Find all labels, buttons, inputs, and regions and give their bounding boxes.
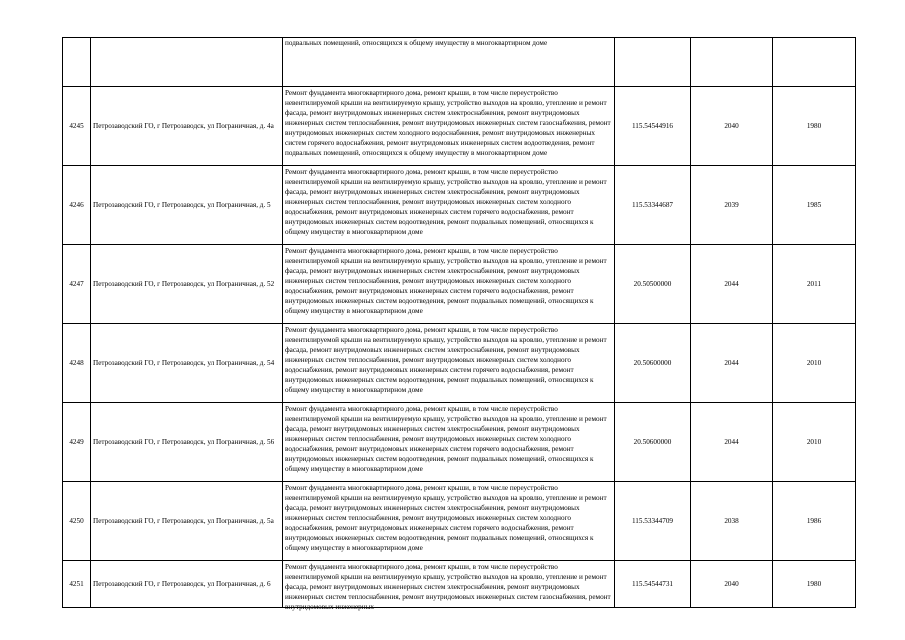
row-number: 4249: [63, 403, 91, 482]
row-works: Ремонт фундамента многоквартирного дома, ремонт крыши, в том числе переустройство невентилируемой крыши на вентилируемую крышу, устройство выходов на кровлю, утепление и ремонт фасада, ремонт внутридомовых инженерных систем электроснабжения, ремонт внутридомовых инженерных систем теплоснабжения, ремонт внутридомовых инженерных систем холодного водоснабжения, ремонт внутридомовых инженерных систем горячего водоснабжения, ремонт внутридомовых инженерных систем водоотведения, ремонт подвальных помещений, относящихся к общему имуществу в многоквартирном доме: [285, 325, 607, 395]
row-year-built: 2011: [773, 245, 856, 324]
row-number: 4248: [63, 324, 91, 403]
row-value: [615, 38, 691, 87]
row-year-plan: 2040: [691, 87, 773, 166]
table-row: [63, 482, 856, 561]
row-works: Ремонт фундамента многоквартирного дома, ремонт крыши, в том числе переустройство невентилируемой крыши на вентилируемую крышу, устройство выходов на кровлю, утепление и ремонт фасада, ремонт внутридомовых инженерных систем электроснабжения, ремонт внутридомовых инженерных систем теплоснабжения, ремонт внутридомовых инженерных систем газоснабжения, ремонт внутридомовых инженерных: [285, 562, 611, 611]
row-works: Ремонт фундамента многоквартирного дома, ремонт крыши, в том числе переустройство невентилируемой крыши на вентилируемую крышу, устройство выходов на кровлю, утепление и ремонт фасада, ремонт внутридомовых инженерных систем электроснабжения, ремонт внутридомовых инженерных систем теплоснабжения, ремонт внутридомовых инженерных систем холодного водоснабжения, ремонт внутридомовых инженерных систем горячего водоснабжения, ремонт внутридомовых инженерных систем водоотведения, ремонт подвальных помещений, относящихся к общему имуществу в многоквартирном доме: [285, 167, 607, 237]
row-works-cell: [283, 482, 615, 561]
row-number: [63, 38, 91, 87]
row-works-cell: [283, 561, 615, 611]
row-value: 115.53344687: [615, 166, 691, 245]
table-row: [63, 38, 856, 87]
row-address: Петрозаводский ГО, г Петрозаводск, ул Пограничная, д. 4а: [91, 87, 283, 166]
row-address: Петрозаводский ГО, г Петрозаводск, ул Пограничная, д. 5а: [91, 482, 283, 561]
row-works-cell: [283, 245, 615, 324]
row-value: 115.54544916: [615, 87, 691, 166]
row-works-cell: [283, 403, 615, 482]
row-number: 4247: [63, 245, 91, 324]
row-value: 20.50600000: [615, 403, 691, 482]
row-works: Ремонт фундамента многоквартирного дома, ремонт крыши, в том числе переустройство невентилируемой крыши на вентилируемую крышу, устройство выходов на кровлю, утепление и ремонт фасада, ремонт внутридомовых инженерных систем электроснабжения, ремонт внутридомовых инженерных систем теплоснабжения, ремонт внутридомовых инженерных систем газоснабжения, ремонт внутридомовых инженерных систем холодного водоснабжения, ремонт внутридомовых инженерных систем горячего водоснабжения, ремонт внутридомовых инженерных систем водоотведения, ремонт подвальных помещений, относящихся к общему имуществу в многоквартирном доме: [285, 88, 611, 158]
row-works: Ремонт фундамента многоквартирного дома, ремонт крыши, в том числе переустройство невентилируемой крыши на вентилируемую крышу, устройство выходов на кровлю, утепление и ремонт фасада, ремонт внутридомовых инженерных систем электроснабжения, ремонт внутридомовых инженерных систем теплоснабжения, ремонт внутридомовых инженерных систем холодного водоснабжения, ремонт внутридомовых инженерных систем горячего водоснабжения, ремонт внутридомовых инженерных систем водоотведения, ремонт подвальных помещений, относящихся к общему имуществу в многоквартирном доме: [285, 404, 607, 474]
row-works-cell: [283, 87, 615, 166]
row-year-built: 2010: [773, 324, 856, 403]
row-number: 4251: [63, 561, 91, 608]
row-works-cell: [283, 324, 615, 403]
row-year-plan: 2044: [691, 324, 773, 403]
row-year-built: 2010: [773, 403, 856, 482]
row-year-plan: 2038: [691, 482, 773, 561]
row-year-built: 1985: [773, 166, 856, 245]
row-works: подвальных помещений, относящихся к общему имуществу в многоквартирном доме: [285, 39, 548, 47]
row-value: 115.53344709: [615, 482, 691, 561]
table-row: [63, 245, 856, 324]
row-number: 4245: [63, 87, 91, 166]
row-works: Ремонт фундамента многоквартирного дома, ремонт крыши, в том числе переустройство невентилируемой крыши на вентилируемую крышу, устройство выходов на кровлю, утепление и ремонт фасада, ремонт внутридомовых инженерных систем электроснабжения, ремонт внутридомовых инженерных систем теплоснабжения, ремонт внутридомовых инженерных систем холодного водоснабжения, ремонт внутридомовых инженерных систем горячего водоснабжения, ремонт внутридомовых инженерных систем водоотведения, ремонт подвальных помещений, относящихся к общему имуществу в многоквартирном доме: [285, 246, 607, 316]
row-year-built: [773, 38, 856, 87]
table-row: [63, 87, 856, 166]
row-works: Ремонт фундамента многоквартирного дома, ремонт крыши, в том числе переустройство невентилируемой крыши на вентилируемую крышу, устройство выходов на кровлю, утепление и ремонт фасада, ремонт внутридомовых инженерных систем электроснабжения, ремонт внутридомовых инженерных систем теплоснабжения, ремонт внутридомовых инженерных систем холодного водоснабжения, ремонт внутридомовых инженерных систем горячего водоснабжения, ремонт внутридомовых инженерных систем водоотведения, ремонт подвальных помещений, относящихся к общему имуществу в многоквартирном доме: [285, 483, 607, 553]
register-table: [62, 37, 856, 611]
row-year-built: 1980: [773, 87, 856, 166]
row-value: 20.50600000: [615, 324, 691, 403]
row-number: 4246: [63, 166, 91, 245]
row-works-cell: [283, 38, 615, 87]
row-address: [91, 38, 283, 87]
row-works-cell: [283, 166, 615, 245]
row-year-plan: 2044: [691, 245, 773, 324]
row-address: Петрозаводский ГО, г Петрозаводск, ул Пограничная, д. 5: [91, 166, 283, 245]
table-row: [63, 403, 856, 482]
row-address: Петрозаводский ГО, г Петрозаводск, ул Пограничная, д. 52: [91, 245, 283, 324]
row-year-built: 1986: [773, 482, 856, 561]
row-value: 115.54544731: [615, 561, 691, 608]
row-value: 20.50500000: [615, 245, 691, 324]
row-year-plan: 2040: [691, 561, 773, 608]
row-year-built: 1980: [773, 561, 856, 608]
table-row: [63, 324, 856, 403]
row-year-plan: 2039: [691, 166, 773, 245]
row-year-plan: 2044: [691, 403, 773, 482]
row-address: Петрозаводский ГО, г Петрозаводск, ул Пограничная, д. 56: [91, 403, 283, 482]
row-address: Петрозаводский ГО, г Петрозаводск, ул Пограничная, д. 6: [91, 561, 283, 608]
row-year-plan: [691, 38, 773, 87]
table-row: [63, 561, 856, 608]
table-row: [63, 166, 856, 245]
row-address: Петрозаводский ГО, г Петрозаводск, ул Пограничная, д. 54: [91, 324, 283, 403]
row-number: 4250: [63, 482, 91, 561]
